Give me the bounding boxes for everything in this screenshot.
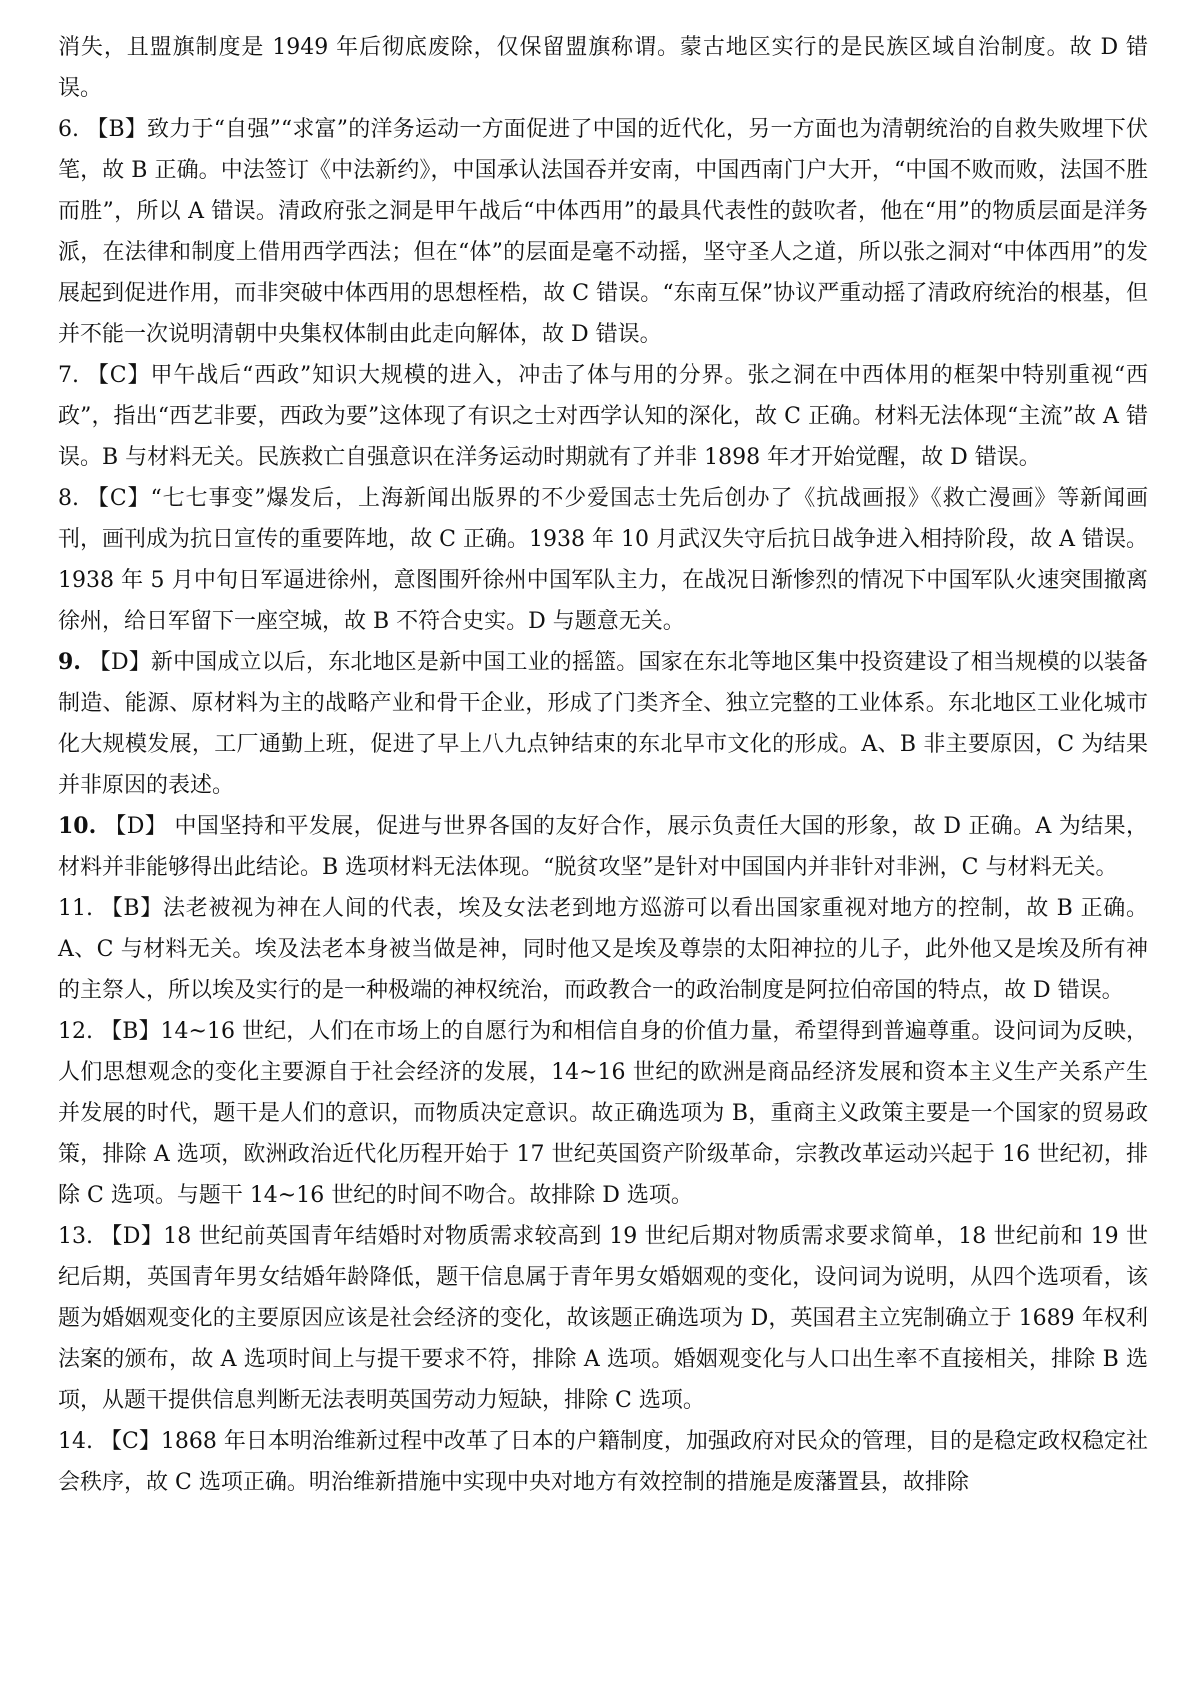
paragraph-continuation bbox=[58, 27, 1148, 109]
answer-7 bbox=[58, 355, 1148, 478]
question-number: 7. bbox=[58, 363, 87, 388]
paragraph-text: 消失，且盟旗制度是 1949 年后彻底废除，仅保留盟旗称谓。蒙古地区实行的是民族区域自治制度。故 D 错误。 bbox=[58, 35, 1148, 101]
paragraph-text: 【D】18 世纪前英国青年结婚时对物质需求较高到 19 世纪后期对物质需求要求简单，18 世纪前和 19 世纪后期，英国青年男女结婚年龄降低，题干信息属于青年男女婚姻观的变化，设问词为说明，从四个选项看，该题为婚姻观变化的主要原因应该是社会经济的变化，故该题正确选项为 D，英国君主立宪制确立于 1689 年权利法案的颁布，故 A 选项时间上与提干要求不符，排除 A 选项。婚姻观变化与人口出生率不直接相关，排除 B 选项，从题干提供信息判断无法表明英国劳动力短缺，排除 C 选项。 bbox=[58, 1224, 1149, 1413]
answer-13 bbox=[58, 1216, 1148, 1421]
question-number: 11. bbox=[58, 896, 101, 921]
answer-6 bbox=[58, 109, 1148, 355]
answer-9 bbox=[58, 642, 1148, 806]
answer-14 bbox=[58, 1421, 1148, 1503]
paragraph-text: 【D】新中国成立以后，东北地区是新中国工业的摇篮。国家在东北等地区集中投资建设了相当规模的以装备制造、能源、原材料为主的战略产业和骨干企业，形成了门类齐全、独立完整的工业体系。东北地区工业化城市化大规模发展，工厂通勤上班，促进了早上八九点钟结束的东北早市文化的形成。A、B 非主要原因，C 为结果并非原因的表述。 bbox=[58, 650, 1148, 798]
paragraph-text: 【B】14~16 世纪，人们在市场上的自愿行为和相信自身的价值力量，希望得到普遍尊重。设问词为反映，人们思想观念的变化主要源自于社会经济的发展，14~16 世纪的欧洲是商品经济发展和资本主义生产关系产生并发展的时代，题干是人们的意识，而物质决定意识。故正确选项为 B，重商主义政策主要是一个国家的贸易政策，排除 A 选项，欧洲政治近代化历程开始于 17 世纪英国资产阶级革命，宗教改革运动兴起于 16 世纪初，排除 C 选项。与题干 14~16 世纪的时间不吻合。故排除 D 选项。 bbox=[58, 1019, 1149, 1208]
question-number: 9. bbox=[58, 649, 89, 675]
answer-8 bbox=[58, 478, 1148, 642]
answer-12 bbox=[58, 1011, 1148, 1216]
answer-10 bbox=[58, 806, 1148, 888]
question-number: 13. bbox=[58, 1224, 101, 1249]
paragraph-text: 【B】致力于“自强”“求富”的洋务运动一方面促进了中国的近代化，另一方面也为清朝统治的自救失败埋下伏笔，故 B 正确。中法签订《中法新约》，中国承认法国吞并安南，中国西南门户大开，“中国不败而败，法国不胜而胜”，所以 A 错误。清政府张之洞是甲午战后“中体西用”的最具代表性的鼓吹者，他在“用”的物质层面是洋务派，在法律和制度上借用西学西法；但在“体”的层面是毫不动摇，坚守圣人之道，所以张之洞对“中体西用”的发展起到促进作用，而非突破中体西用的思想桎梏，故 C 错误。“东南互保”协议严重动摇了清政府统治的根基，但并不能一次说明清朝中央集权体制由此走向解体，故 D 错误。 bbox=[58, 117, 1148, 347]
question-number: 14. bbox=[58, 1429, 100, 1454]
question-number: 8. bbox=[58, 486, 87, 511]
answer-11 bbox=[58, 888, 1148, 1011]
question-number: 12. bbox=[58, 1019, 101, 1044]
paragraph-text: 【C】甲午战后“西政”知识大规模的进入，冲击了体与用的分界。张之洞在中西体用的框架中特别重视“西政”，指出“西艺非要，西政为要”这体现了有识之士对西学认知的深化，故 C 正确。材料无法体现“主流”故 A 错误。B 与材料无关。民族救亡自强意识在洋务运动时期就有了并非 1898 年才开始觉醒，故 D 错误。 bbox=[58, 363, 1149, 470]
question-number: 10. bbox=[58, 813, 105, 839]
paragraph-text: 【D】 中国坚持和平发展，促进与世界各国的友好合作，展示负责任大国的形象，故 D 正确。A 为结果，材料并非能够得出此结论。B 选项材料无法体现。“脱贫攻坚”是针对中国国内并非针对非洲，C 与材料无关。 bbox=[58, 814, 1148, 880]
paragraph-text: 【C】1868 年日本明治维新过程中改革了日本的户籍制度，加强政府对民众的管理，目的是稳定政权稳定社会秩序，故 C 选项正确。明治维新措施中实现中央对地方有效控制的措施是废藩置县，故排除 bbox=[58, 1429, 1149, 1495]
paragraph-text: 【C】“七七事变”爆发后，上海新闻出版界的不少爱国志士先后创办了《抗战画报》《救亡漫画》等新闻画刊，画刊成为抗日宣传的重要阵地，故 C 正确。1938 年 10 月武汉失守后抗日战争进入相持阶段，故 A 错误。1938 年 5 月中旬日军逼进徐州，意图围歼徐州中国军队主力，在战况日渐惨烈的情况下中国军队火速突围撤离徐州，给日军留下一座空城，故 B 不符合史实。D 与题意无关。 bbox=[58, 486, 1148, 634]
paragraph-text: 【B】法老被视为神在人间的代表，埃及女法老到地方巡游可以看出国家重视对地方的控制，故 B 正确。A、C 与材料无关。埃及法老本身被当做是神，同时他又是埃及尊崇的太阳神拉的儿子，此外他又是埃及所有神的主祭人，所以埃及实行的是一种极端的神权统治，而政教合一的政治制度是阿拉伯帝国的特点，故 D 错误。 bbox=[58, 896, 1148, 1003]
question-number: 6. bbox=[58, 117, 87, 142]
